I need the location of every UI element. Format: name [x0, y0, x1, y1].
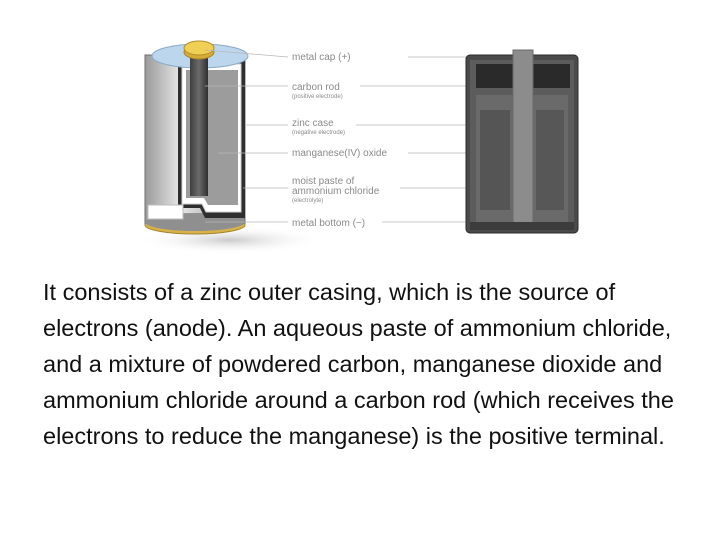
label-carbon-rod-sub: (positive electrode)	[292, 94, 343, 100]
label-metal-bottom: metal bottom (−)	[292, 218, 366, 229]
cell-photo	[466, 50, 578, 233]
label-electrolyte-sub: (electrolyte)	[292, 198, 324, 204]
label-metal-cap: metal cap (+)	[292, 52, 351, 63]
label-zinc-case-sub: (negative electrode)	[292, 130, 346, 136]
label-carbon-rod: carbon rod	[292, 82, 340, 93]
photo-carbon-rod	[513, 50, 533, 228]
label-manganese-oxide: manganese(IV) oxide	[292, 148, 388, 159]
diagram-labels	[292, 52, 387, 229]
caption-text: It consists of a zinc outer casing, which is the source of electrons (anode). An aqueous paste of ammonium chloride, and a mixture of powdered carbon, manganese dioxide and ammonium chloride around a carbon rod (which receives the electrons to reduce the manganese) is the positive terminal.	[43, 279, 674, 449]
carbon-rod-shape	[190, 54, 208, 196]
label-zinc-case: zinc case	[292, 118, 334, 129]
label-ammonium-chloride: ammonium chloride	[292, 186, 380, 197]
cell-cutaway	[145, 41, 248, 234]
metal-cap-shape	[184, 41, 214, 55]
label-moist-paste: moist paste of	[292, 176, 355, 187]
